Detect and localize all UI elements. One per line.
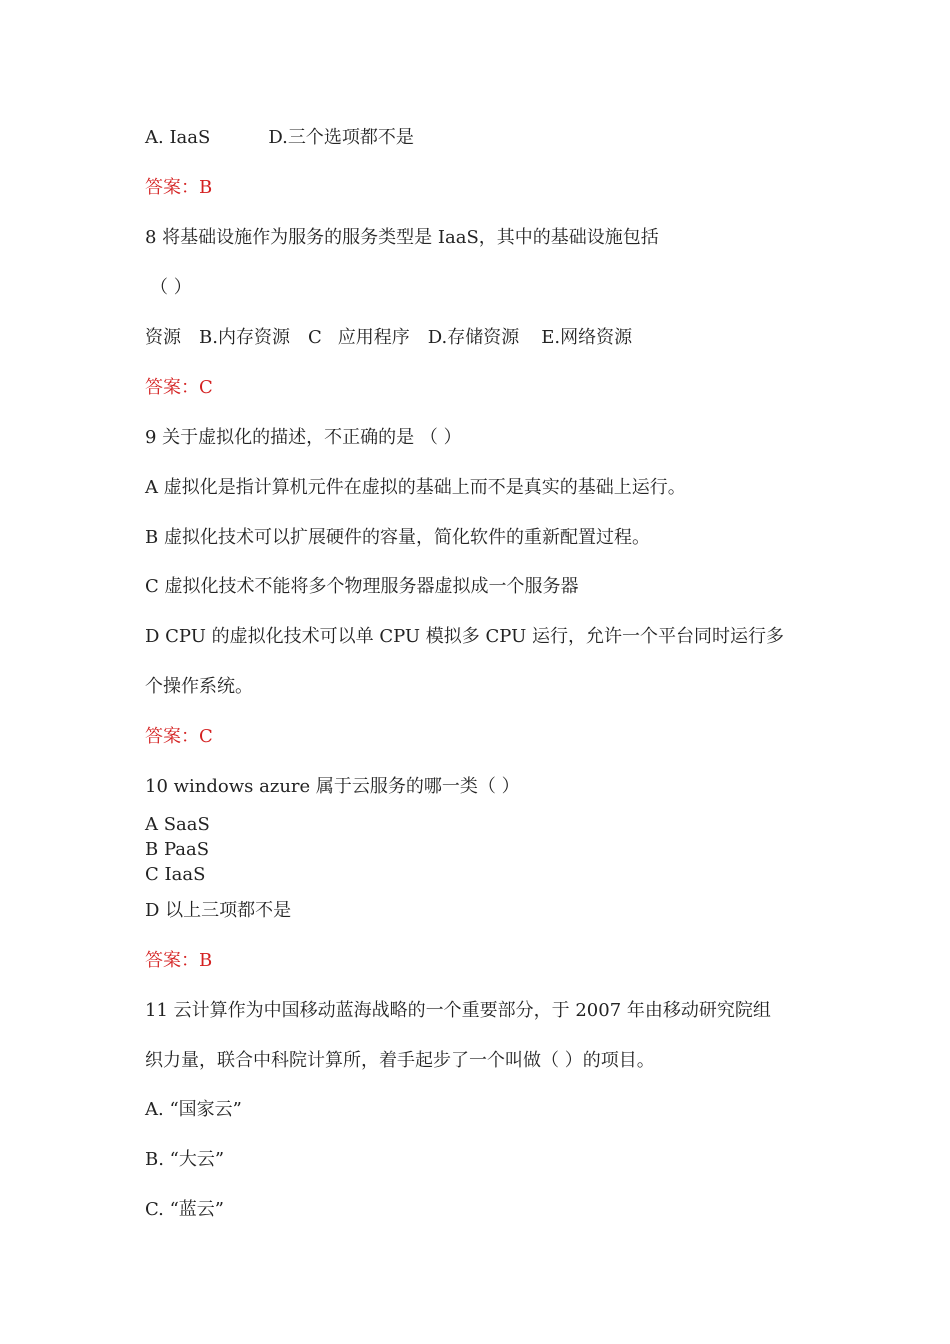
- question-10: 10 windows azure 属于云服务的哪一类（ ）: [145, 776, 520, 797]
- option-d: D.三个选项都不是: [268, 127, 414, 148]
- q10-option-a: A SaaS: [145, 814, 210, 835]
- q10-option-c: C IaaS: [145, 864, 206, 885]
- q10-option-b: B PaaS: [145, 839, 210, 860]
- question-9: 9 关于虚拟化的描述，不正确的是 （ ）: [145, 427, 462, 448]
- q11-option-b: B. “大云”: [145, 1149, 225, 1170]
- q8-option-c-letter: C: [307, 327, 322, 348]
- q11-option-a: A. “国家云”: [145, 1099, 242, 1120]
- q8-option-a: 资源: [145, 327, 181, 348]
- q9-option-b: B 虚拟化技术可以扩展硬件的容量，简化软件的重新配置过程。: [145, 527, 650, 548]
- question-11-cont: 织力量，联合中科院计算所，着手起步了一个叫做（ ）的项目。: [145, 1050, 655, 1071]
- answer-q9: 答案：C: [145, 726, 213, 747]
- q9-option-d: D CPU 的虚拟化技术可以单 CPU 模拟多 CPU 运行，允许一个平台同时运行多: [145, 626, 784, 647]
- q8-option-d: D.存储资源: [427, 327, 520, 348]
- question-8-blank: （ ）: [150, 277, 192, 298]
- q9-option-c: C 虚拟化技术不能将多个物理服务器虚拟成一个服务器: [145, 576, 579, 597]
- q11-option-c: C. “蓝云”: [145, 1199, 224, 1220]
- answer-q7: 答案：B: [145, 177, 213, 198]
- q9-option-d-cont: 个操作系统。: [145, 676, 253, 697]
- q8-option-e: E.网络资源: [541, 327, 633, 348]
- q8-option-b: B.内存资源: [199, 327, 290, 348]
- answer-q8: 答案：C: [145, 377, 213, 398]
- q8-option-c: 应用程序: [337, 327, 410, 348]
- q10-option-d: D 以上三项都不是: [145, 900, 292, 921]
- option-line: [145, 127, 414, 149]
- question-8-options: [145, 327, 632, 349]
- option-a: A. IaaS: [145, 127, 211, 148]
- question-8: 8 将基础设施作为服务的服务类型是 IaaS，其中的基础设施包括: [145, 227, 659, 248]
- answer-q10: 答案：B: [145, 950, 213, 971]
- q9-option-a: A 虚拟化是指计算机元件在虚拟的基础上而不是真实的基础上运行。: [145, 477, 686, 498]
- question-11: 11 云计算作为中国移动蓝海战略的一个重要部分，于 2007 年由移动研究院组: [145, 1000, 771, 1021]
